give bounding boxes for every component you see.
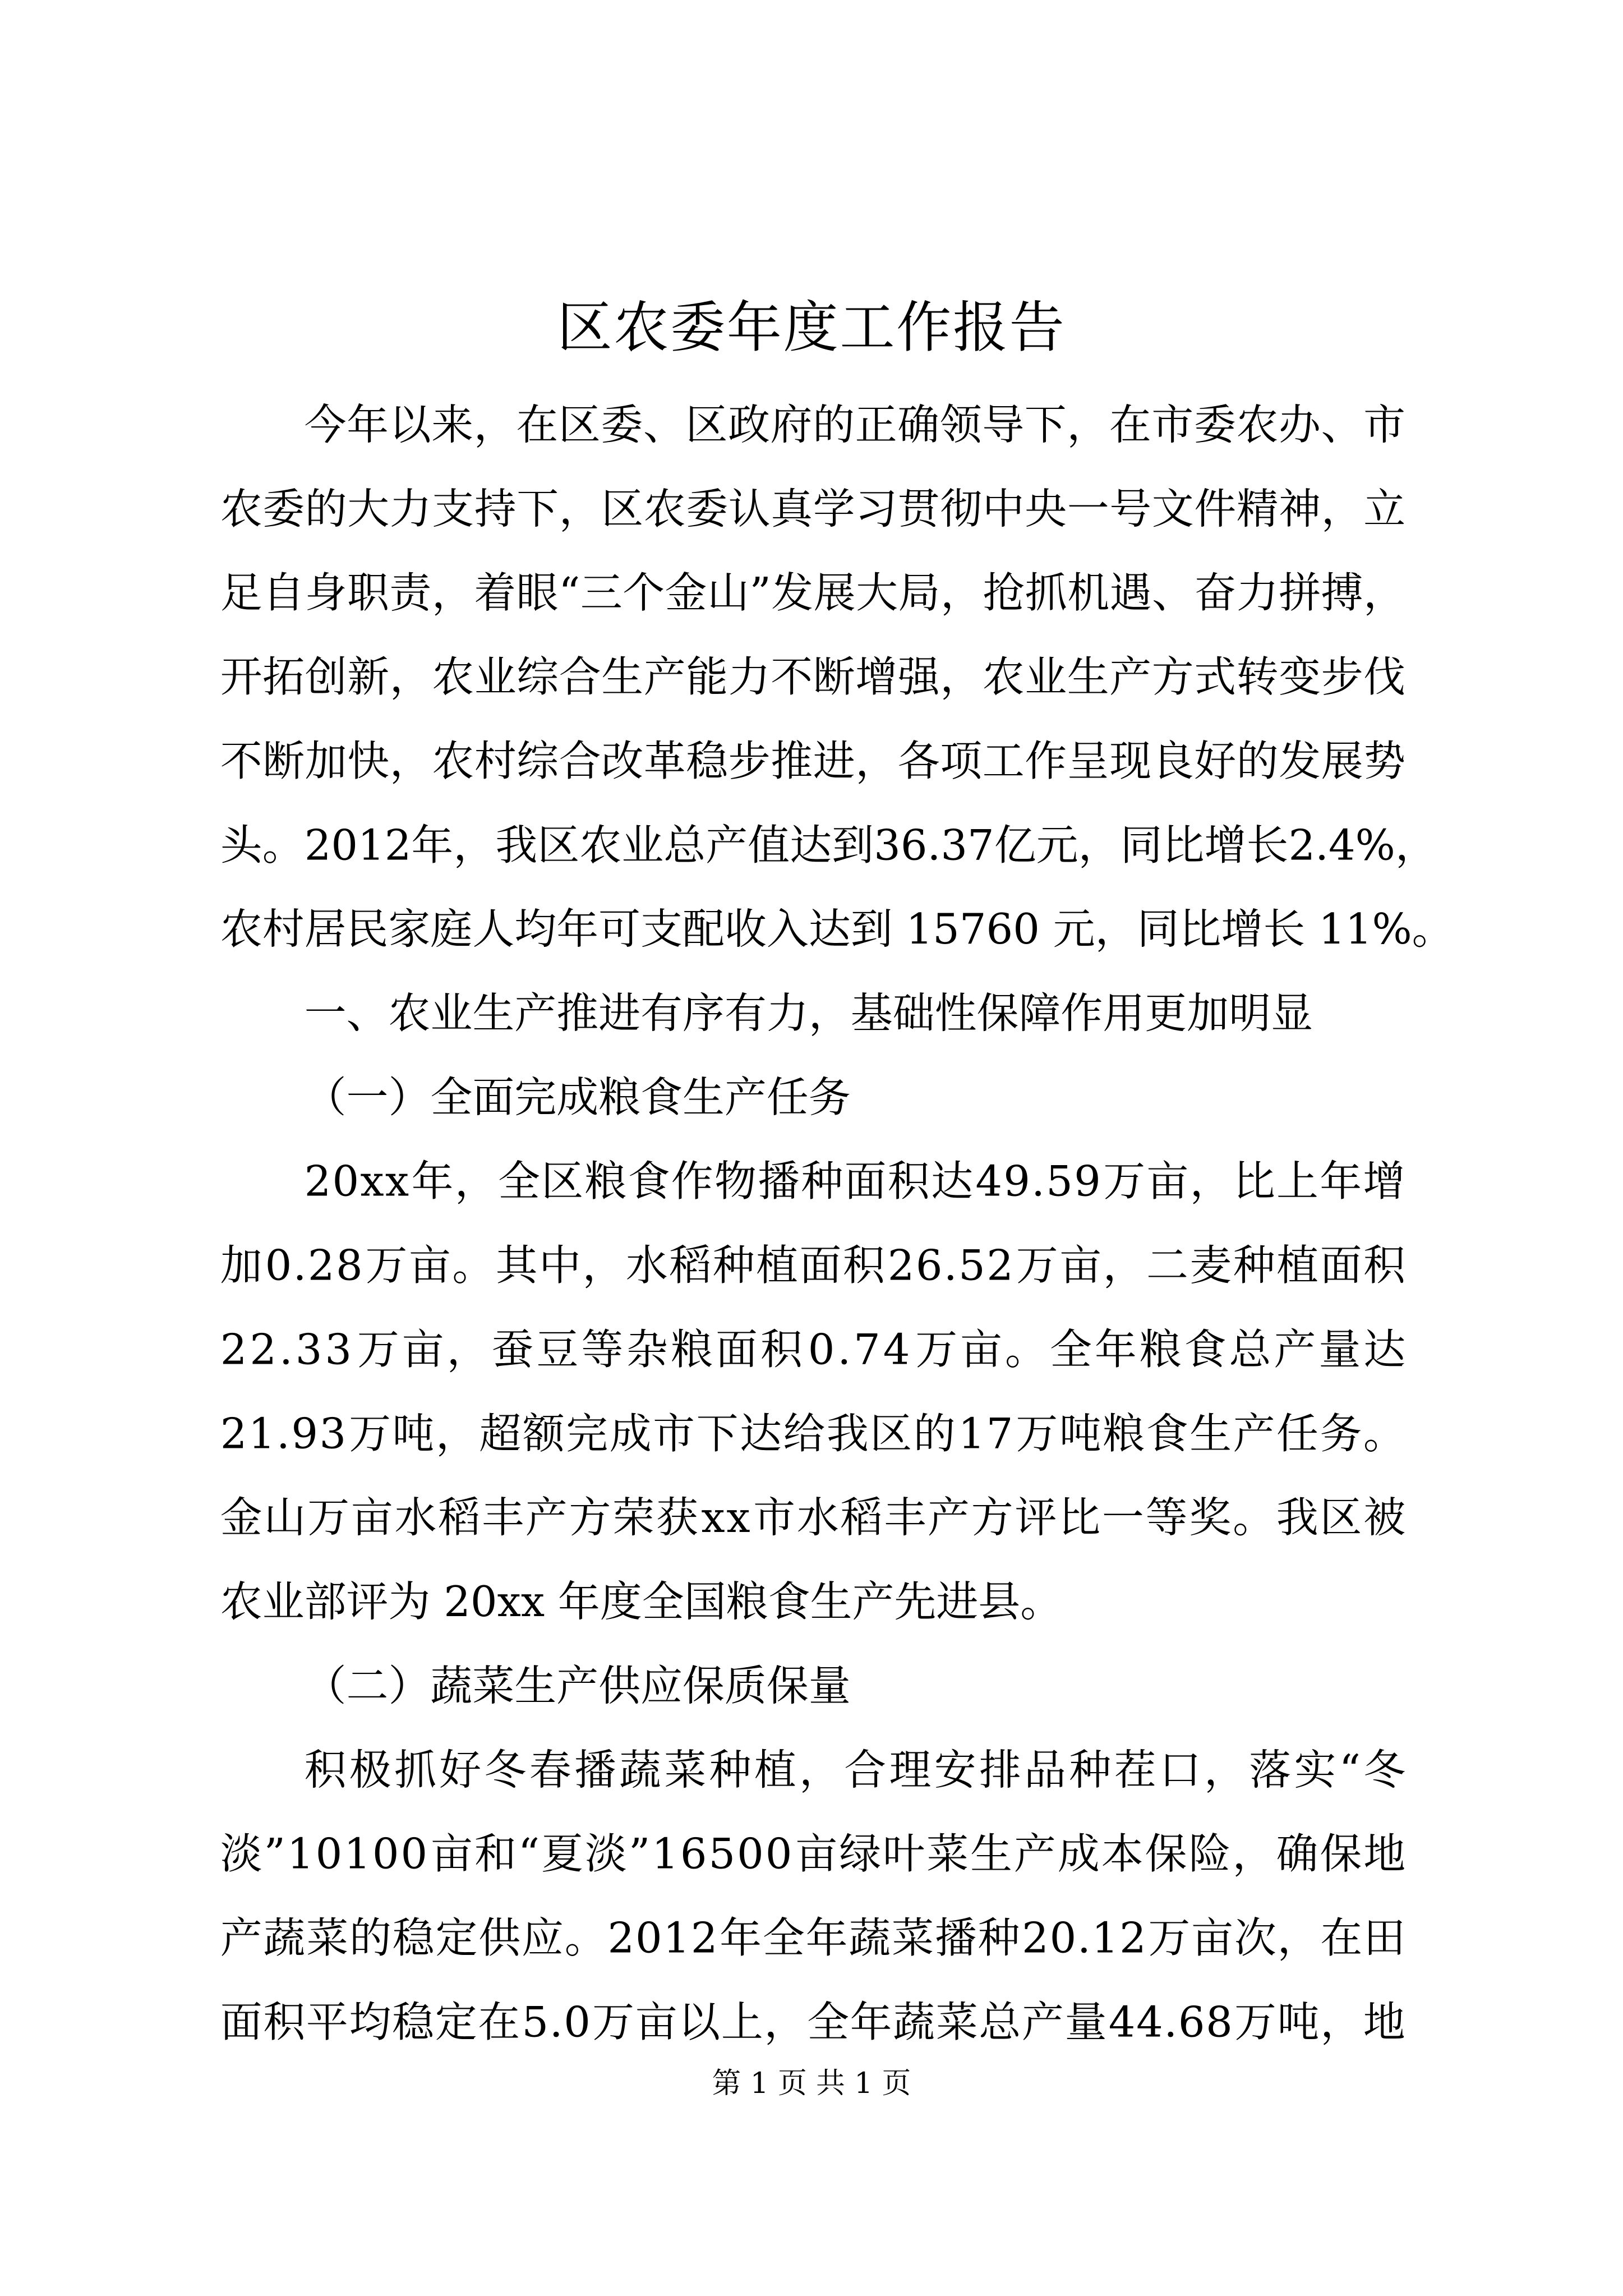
paragraph-line: 2 2 . 3 3 万 亩 ， 蚕 豆 等 杂 粮 面 积 0 . 7 4 万 亩 。 全 年 粮 食 总 产 量 达 [220, 1324, 1406, 1374]
paragraph-line: 开 拓 创 新 ， 农 业 综 合 生 产 能 力 不 断 增 强 ， 农 业 生 产 方 式 转 变 步 伐 [220, 652, 1406, 702]
page-number-footer: 第 1 页 共 1 页 [712, 2065, 911, 2101]
paragraph-line: 农 委 的 大 力 支 持 下 ， 区 农 委 认 真 学 习 贯 彻 中 央 一 号 文 件 精 神 ， 立 [220, 484, 1406, 533]
section-heading: 一、农业生产推进有序有力，基础性保障作用更加明显 [304, 988, 1313, 1038]
paragraph-line: 面 积 平 均 稳 定 在 5 . 0 万 亩 以 上 ， 全 年 蔬 菜 总 产 量 4 4 . 6 8 万 吨 ， 地 [220, 1997, 1405, 2047]
paragraph-line: 积 极 抓 好 冬 春 播 蔬 菜 种 植 ， 合 理 安 排 品 种 茬 口 ， 落 实 “ 冬 [304, 1745, 1406, 1795]
paragraph-line: 加 0 . 2 8 万 亩 。 其 中 ， 水 稻 种 植 面 积 2 6 . 5 2 万 亩 ， 二 麦 种 植 面 积 [220, 1240, 1405, 1290]
paragraph-line: 金 山 万 亩 水 稻 丰 产 方 荣 获 x x 市 水 稻 丰 产 方 评 比 一 等 奖 。 我 区 被 [220, 1493, 1406, 1543]
paragraph-line: 2 1 . 9 3 万 吨 ， 超 额 完 成 市 下 达 给 我 区 的 1 7 万 吨 粮 食 生 产 任 务 。 [220, 1409, 1405, 1458]
subsection-heading: （二）蔬菜生产供应保质保量 [304, 1661, 851, 1711]
paragraph-line: 2 0 x x 年 ， 全 区 粮 食 作 物 播 种 面 积 达 4 9 . 5 9 万 亩 ， 比 上 年 增 [304, 1156, 1405, 1206]
paragraph-line: 农村居民家庭人均年可支配收入达到 15760 元，同比增长 11%。 [220, 904, 1454, 954]
paragraph-line: 足 自 身 职 责 ， 着 眼 “ 三 个 金 山 ” 发 展 大 局 ， 抢 抓 机 遇 、 奋 力 拼 搏 ， [220, 568, 1406, 618]
paragraph-line: 淡 ” 1 0 1 0 0 亩 和 “ 夏 淡 ” 1 6 5 0 0 亩 绿 叶 菜 生 产 成 本 保 险 ， 确 保 地 [220, 1829, 1406, 1879]
paragraph-line: 今 年 以 来 ， 在 区 委 、 区 政 府 的 正 确 领 导 下 ， 在 市 委 农 办 、 市 [304, 400, 1406, 450]
paragraph-line: 农业部评为 20xx 年度全国粮食生产先进县。 [220, 1577, 1063, 1627]
paragraph-line: 产 蔬 菜 的 稳 定 供 应 。 2 0 1 2 年 全 年 蔬 菜 播 种 2 0 . 1 2 万 亩 次 ， 在 田 [220, 1913, 1406, 1963]
paragraph-line: 头 。 2 0 1 2 年 ， 我 区 农 业 总 产 值 达 到 3 6 . 3 7 亿 元 ， 同 比 增 长 2 . 4 % ， [220, 820, 1437, 870]
document-body [220, 383, 1454, 2064]
document-title: 区农委年度工作报告 [557, 296, 1066, 360]
subsection-heading: （一）全面完成粮食生产任务 [304, 1073, 851, 1122]
paragraph-line: 不 断 加 快 ， 农 村 综 合 改 革 稳 步 推 进 ， 各 项 工 作 呈 现 良 好 的 发 展 势 [220, 736, 1406, 786]
